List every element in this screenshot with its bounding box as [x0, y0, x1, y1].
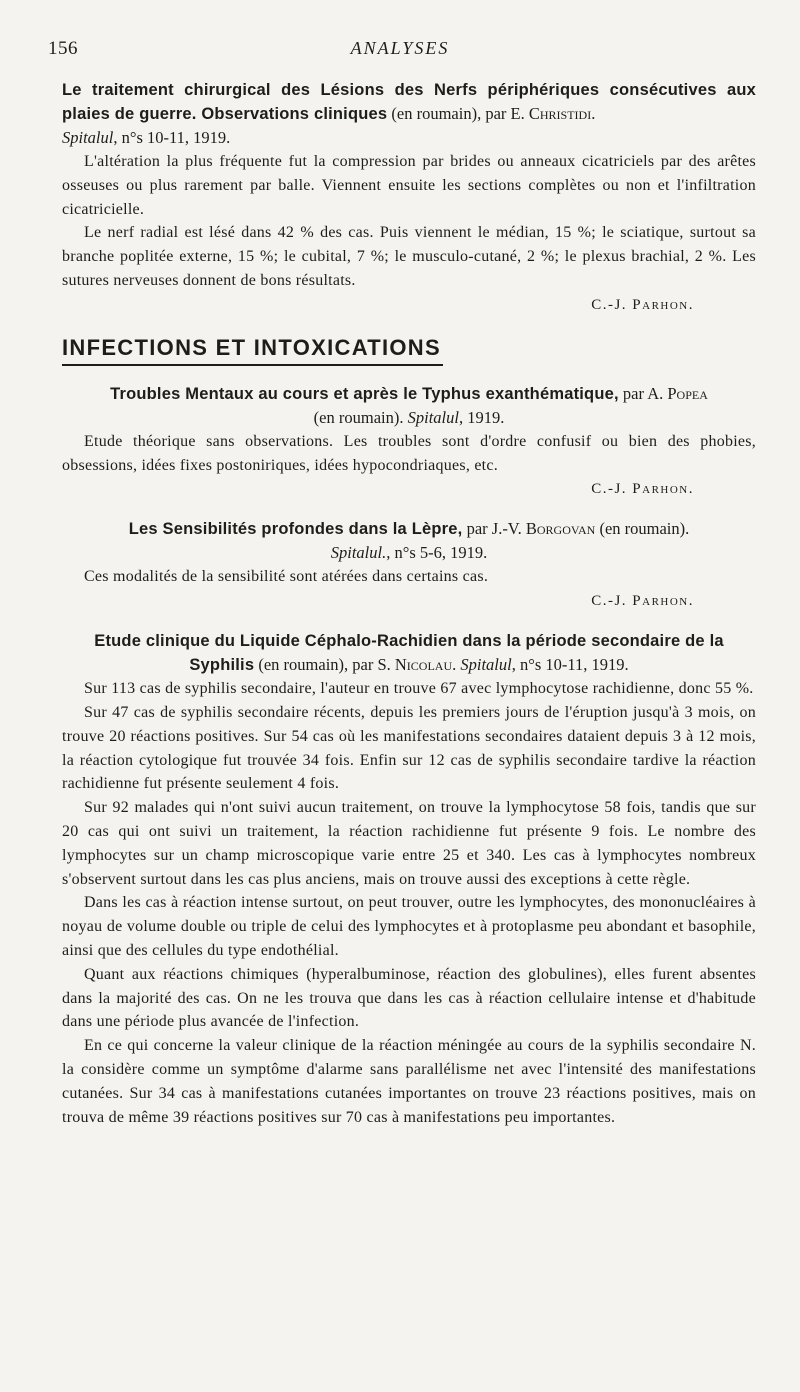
paragraph: Sur 92 malades qui n'ont suivi aucun traitement, on trouve la lymphocytose 58 fois, tandis que sur 20 cas qui ont suivi un traitement, la réaction rachidienne fut présente 9 fois. Le nombre des lymphocytes sur un champ microscopique varie entre 25 et 340. Les cas à lymphocytes nombreux s'observent surtout dans les cas plus anciens, mais on trouve aussi des exceptions à cette règle. — [62, 799, 756, 888]
signature: C.-J. Parhon. — [591, 481, 694, 498]
paragraph: Sur 113 cas de syphilis secondaire, l'auteur en trouve 67 avec lymphocytose rachidienne, donc 55 %. — [84, 680, 754, 698]
paragraph: Ces modalités de la sensibilité sont atérées dans certains cas. — [84, 568, 489, 586]
article-lepre — [62, 517, 756, 613]
running-title: ANALYSES — [350, 38, 450, 58]
article-author: Nicolau. — [394, 655, 457, 675]
article-issue: , n°s 10-11, 1919. — [511, 655, 629, 675]
article-author-prefix: par J.-V. — [466, 519, 522, 539]
paragraph: Dans les cas à réaction intense surtout, on peut trouver, outre les lymphocytes, des mononucléaires à noyau de volume double ou triple de celui des lymphocytes et à protoplasme peu abondant et basophile, ainsi que des cellules du type endothélial. — [62, 894, 756, 959]
article-issue: , 1919. — [458, 407, 505, 427]
article-issue: , n°s 5-6, 1919. — [386, 543, 488, 563]
article-journal: Spitalul. — [330, 543, 387, 563]
signature: C.-J. Parhon. — [591, 296, 694, 313]
page-content — [62, 78, 756, 1129]
paragraph: Le nerf radial est lésé dans 42 % des cas. Puis viennent le médian, 15 %; le sciatique, surtout sa branche poplitée externe, 15 %; le cubital, 7 %; le musculo-cutané, 2 %; le plexus brachial, 2 %. Les sutures nerveuses donnent de bons résultats. — [62, 224, 756, 289]
paragraph: Sur 47 cas de syphilis secondaire récents, depuis les premiers jours de l'éruption jusqu'à 3 mois, on trouve 20 réactions positives. Sur 54 cas où les manifestations secondaires dataient depuis 3 à 12 mois, la réaction cytologique fut trouvée 34 fois. Enfin sur 12 cas de syphilis secondaire tardive la réaction rachidienne fut présente seulement 4 fois. — [62, 703, 756, 793]
article-journal: Spitalul — [460, 655, 512, 675]
article-title: Troubles Mentaux au cours et après le Typhus exanthématique, — [110, 384, 619, 403]
article-title: Le traitement chirurgical des Lésions des Nerfs périphériques consécutives aux plaies de guerre. Observations cliniques — [62, 81, 756, 123]
article-heading — [62, 382, 756, 430]
article-title: Les Sensibilités profondes dans la Lèpre, — [128, 520, 463, 539]
article-heading — [62, 517, 756, 565]
article-language: (en roumain). — [313, 407, 404, 427]
paragraph: En ce qui concerne la valeur clinique de la réaction méningée au cours de la syphilis secondaire N. la considère comme un symptôme d'alarme sans parallélisme net avec l'intensité des manifestations cutanées. Sur 34 cas à manifestations cutanées importantes on trouve 23 réactions positives, mais on trouva de même 39 réactions positives sur 70 cas à manifestations peu importantes. — [62, 1037, 756, 1126]
article-syphilis — [62, 629, 756, 1129]
article-language: (en roumain), par — [391, 104, 507, 123]
article-heading — [62, 629, 756, 677]
paragraph: L'altération la plus fréquente fut la compression par brides ou anneaux cicatriciels par des arêtes osseuses ou plus rarement par balle. Viennent ensuite les sections complètes ou non et l'infiltration cicatricielle. — [62, 153, 756, 218]
page-number: 156 — [48, 38, 78, 59]
section-header: INFECTIONS ET INTOXICATIONS — [62, 335, 443, 366]
article-typhus — [62, 382, 756, 502]
paragraph: Quant aux réactions chimiques (hyperalbuminose, réaction des globulines), elles furent absentes dans la majorité des cas. On ne les trouva que dans les cas à réaction cellulaire intense et d'habitude dans une période plus avancée de l'infection. — [62, 965, 756, 1031]
section-header-wrap — [62, 317, 756, 366]
article-language: (en roumain), par S. — [258, 655, 391, 675]
article-issue: , n°s 10-11, 1919. — [113, 128, 231, 147]
signature: C.-J. Parhon. — [591, 593, 694, 610]
paragraph: Etude théorique sans observations. Les troubles sont d'ordre confusif ou bien des phobies, obsessions, idées fixes postoniriques, idées hypocondriaques, etc. — [62, 432, 756, 474]
article-author: Borgovan — [525, 519, 596, 539]
article-title: Etude clinique du Liquide Céphalo-Rachidien dans la période secondaire de la Syphilis — [94, 632, 724, 675]
article-language: (en roumain). — [599, 519, 690, 539]
article-author: E. Christidi. — [510, 104, 596, 123]
article-journal: Spitalul — [62, 128, 114, 147]
article-nerves — [62, 78, 756, 317]
article-author: Popea — [667, 383, 708, 403]
article-journal: Spitalul — [407, 407, 459, 427]
running-head — [48, 38, 752, 62]
article-heading — [62, 78, 756, 150]
article-author-prefix: par A. — [622, 383, 664, 403]
